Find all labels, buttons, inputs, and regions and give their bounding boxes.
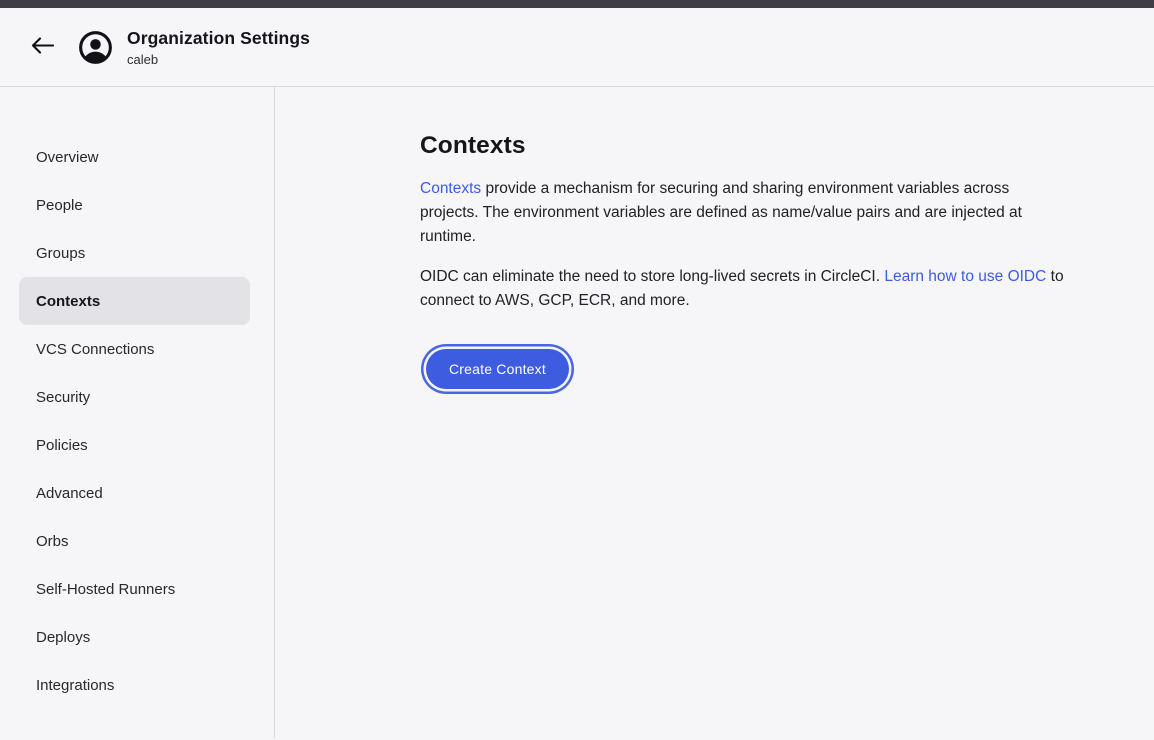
- oidc-description: [420, 265, 1065, 313]
- sidebar-item-label: Security: [36, 388, 91, 406]
- oidc-description-text-before: OIDC can eliminate the need to store long-lived secrets in CircleCI.: [420, 268, 885, 285]
- header: [0, 8, 1154, 87]
- sidebar-item-label: Advanced: [36, 484, 103, 502]
- sidebar-item-label: Deploys: [36, 628, 91, 646]
- page-title: Contexts: [420, 132, 526, 159]
- sidebar-item-people[interactable]: [19, 181, 250, 229]
- contexts-docs-link[interactable]: Contexts: [420, 180, 482, 197]
- oidc-docs-link[interactable]: Learn how to use OIDC: [884, 268, 1047, 285]
- sidebar-item-overview[interactable]: [19, 133, 250, 181]
- sidebar-item-label: Groups: [36, 244, 86, 262]
- sidebar-item-label: People: [36, 196, 83, 214]
- back-button[interactable]: [27, 32, 57, 62]
- sidebar-item-orbs[interactable]: [19, 517, 250, 565]
- sidebar-item-advanced[interactable]: [19, 469, 250, 517]
- sidebar-item-label: Integrations: [36, 676, 115, 694]
- page-header-title: Organization Settings: [127, 27, 310, 48]
- settings-sidebar: [0, 87, 275, 739]
- header-text: [127, 28, 310, 67]
- sidebar-item-label: Self-Hosted Runners: [36, 580, 176, 598]
- main-content: [275, 87, 1154, 739]
- contexts-description: [420, 177, 1065, 249]
- sidebar-item-groups[interactable]: [19, 229, 250, 277]
- sidebar-item-label: Overview: [36, 148, 99, 166]
- sidebar-item-policies[interactable]: [19, 421, 250, 469]
- sidebar-item-contexts[interactable]: [19, 277, 250, 325]
- contexts-description-text: provide a mechanism for securing and sharing environment variables across projects. The environment variables are defined as name/value pairs and are injected at runtime.: [420, 180, 1022, 245]
- sidebar-item-vcs-connections[interactable]: [19, 325, 250, 373]
- organization-name: caleb: [127, 51, 159, 67]
- sidebar-item-deploys[interactable]: [19, 613, 250, 661]
- layout: [0, 87, 1154, 739]
- sidebar-item-integrations[interactable]: [19, 661, 250, 709]
- back-arrow-icon: [31, 37, 54, 57]
- sidebar-item-self-hosted-runners[interactable]: [19, 565, 250, 613]
- sidebar-item-label: Orbs: [36, 532, 69, 550]
- sidebar-item-label: Contexts: [36, 292, 101, 310]
- sidebar-item-security[interactable]: [19, 373, 250, 421]
- oidc-description-text-after: to connect to AWS, GCP, ECR, and more.: [420, 268, 1064, 309]
- sidebar-menu: [0, 133, 274, 709]
- create-context-button[interactable]: Create Context: [426, 349, 569, 389]
- button-row: [420, 349, 1114, 389]
- organization-avatar-icon: [79, 31, 112, 64]
- sidebar-item-label: Policies: [36, 436, 88, 454]
- sidebar-item-label: VCS Connections: [36, 340, 155, 358]
- top-dark-strip: [0, 0, 1154, 8]
